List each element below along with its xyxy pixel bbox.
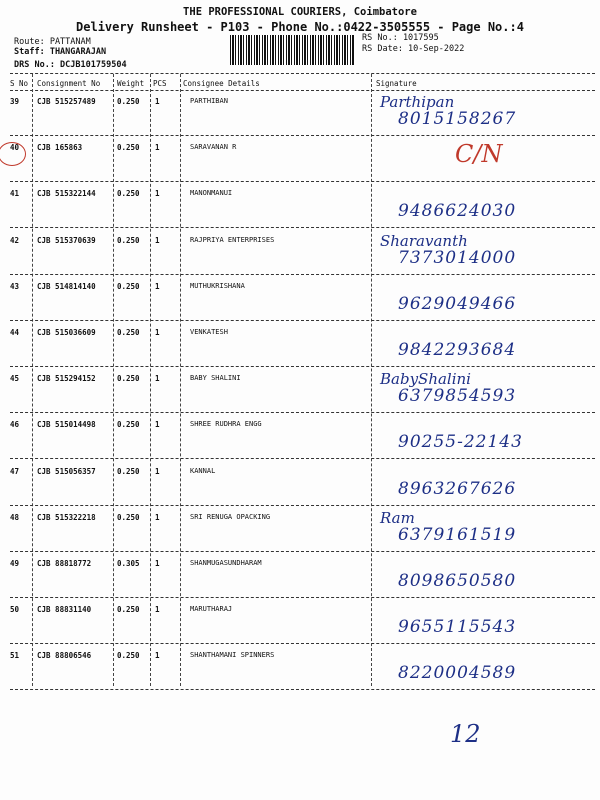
signature-phone: 9655115543 [398, 617, 517, 637]
consignee-name: SRI RENUGA OPACKING [190, 513, 271, 521]
consignee-name: SARAVANAN R [190, 143, 237, 151]
consignee-name: KANNAL [190, 467, 216, 475]
header-bottom-divider [10, 90, 595, 91]
col-header-consignment: Consignment No [37, 79, 101, 88]
route-label: Route: PATTANAM [14, 37, 91, 47]
signature-phone: 6379854593 [398, 386, 517, 406]
consignment-number: CJB 88831140 [37, 605, 92, 614]
row-divider [10, 135, 595, 136]
rs-number: RS No.: 1017595 [362, 33, 439, 43]
consignee-name: RAJPRIYA ENTERPRISES [190, 236, 275, 244]
row-sno: 50 [10, 605, 20, 614]
signature-phone: 9629049466 [398, 294, 517, 314]
col-header-weight: Weight [117, 79, 145, 88]
row-sno: 49 [10, 559, 20, 568]
row-sno: 46 [10, 420, 20, 429]
row-sno: 41 [10, 189, 20, 198]
consignment-number: CJB 515322144 [37, 189, 96, 198]
row-divider [10, 505, 595, 506]
pcs-value: 1 [155, 420, 160, 429]
pcs-value: 1 [155, 467, 160, 476]
weight-value: 0.250 [117, 189, 140, 198]
consignment-number: CJB 88806546 [37, 651, 92, 660]
col-header-sno: S No [10, 79, 29, 88]
consignment-number: CJB 515370639 [37, 236, 96, 245]
weight-value: 0.250 [117, 97, 140, 106]
consignment-number: CJB 515294152 [37, 374, 96, 383]
row-sno: 40 [10, 143, 20, 152]
row-sno: 43 [10, 282, 20, 291]
row-divider [10, 274, 595, 275]
pcs-value: 1 [155, 236, 160, 245]
row-sno: 44 [10, 328, 20, 337]
pcs-value: 1 [155, 282, 160, 291]
pcs-value: 1 [155, 513, 160, 522]
weight-value: 0.250 [117, 467, 140, 476]
consignment-number: CJB 88818772 [37, 559, 92, 568]
consignment-number: CJB 515036609 [37, 328, 96, 337]
signature-phone: 9486624030 [398, 201, 517, 221]
consignee-name: MANONMANUI [190, 189, 233, 197]
barcode [230, 35, 355, 65]
row-sno: 48 [10, 513, 20, 522]
signature-phone: 8963267626 [398, 479, 517, 499]
row-sno: 39 [10, 97, 20, 106]
consignee-name: BABY SHALINI [190, 374, 241, 382]
pcs-value: 1 [155, 189, 160, 198]
signature-phone: 8220004589 [398, 663, 517, 683]
rs-date: RS Date: 10-Sep-2022 [362, 44, 465, 54]
row-divider [10, 458, 595, 459]
col-header-signature: Signature [376, 79, 417, 88]
row-sno: 51 [10, 651, 20, 660]
weight-value: 0.250 [117, 605, 140, 614]
signature-name: Parthipan [380, 93, 455, 111]
weight-value: 0.250 [117, 236, 140, 245]
pcs-value: 1 [155, 143, 160, 152]
weight-value: 0.250 [117, 420, 140, 429]
consignment-number: CJB 515257489 [37, 97, 96, 106]
signature-phone: 7373014000 [398, 248, 517, 268]
row-divider [10, 643, 595, 644]
weight-value: 0.250 [117, 513, 140, 522]
consignment-number: CJB 515014498 [37, 420, 96, 429]
signature-phone: 8098650580 [398, 571, 517, 591]
company-title: THE PROFESSIONAL COURIERS, Coimbatore [183, 6, 417, 18]
page-tick-mark: 12 [450, 720, 481, 748]
consignee-name: PARTHIBAN [190, 97, 228, 105]
row-divider [10, 366, 595, 367]
staff-label: Staff: THANGARAJAN [14, 47, 107, 57]
row-divider [10, 320, 595, 321]
runsheet-title: Delivery Runsheet - P103 - Phone No.:0422-3505555 - Page No.:4 [76, 20, 524, 34]
row-sno: 45 [10, 374, 20, 383]
weight-value: 0.250 [117, 328, 140, 337]
weight-value: 0.305 [117, 559, 140, 568]
pcs-value: 1 [155, 97, 160, 106]
col-header-consignee: Consignee Details [183, 79, 260, 88]
drs-number: DRS No.: DCJB101759504 [14, 60, 127, 70]
returned-mark: C/N [455, 140, 503, 168]
pcs-value: 1 [155, 605, 160, 614]
signature-phone: 6379161519 [398, 525, 517, 545]
consignee-name: SHANTHAMANI SPINNERS [190, 651, 275, 659]
header-top-divider [10, 73, 595, 74]
consignee-name: SHANMUGASUNDHARAM [190, 559, 262, 567]
row-divider [10, 181, 595, 182]
consignee-name: VENKATESH [190, 328, 228, 336]
signature-phone: 90255-22143 [398, 432, 523, 452]
consignee-name: MUTHUKRISHANA [190, 282, 245, 290]
consignment-number: CJB 514814140 [37, 282, 96, 291]
row-divider [10, 597, 595, 598]
consignment-number: CJB 515322218 [37, 513, 96, 522]
row-divider [10, 227, 595, 228]
row-divider [10, 412, 595, 413]
col-header-pcs: PCS [153, 79, 167, 88]
pcs-value: 1 [155, 651, 160, 660]
signature-phone: 9842293684 [398, 340, 517, 360]
weight-value: 0.250 [117, 651, 140, 660]
pcs-value: 1 [155, 328, 160, 337]
consignee-name: SHREE RUDHRA ENGG [190, 420, 262, 428]
row-divider [10, 689, 595, 690]
signature-phone: 8015158267 [398, 109, 517, 129]
consignee-name: MARUTHARAJ [190, 605, 233, 613]
weight-value: 0.250 [117, 143, 140, 152]
consignment-number: CJB 515056357 [37, 467, 96, 476]
signature-name: Ram [380, 509, 415, 527]
weight-value: 0.250 [117, 282, 140, 291]
table-row [0, 143, 600, 189]
row-divider [10, 551, 595, 552]
weight-value: 0.250 [117, 374, 140, 383]
consignment-number: CJB 165863 [37, 143, 83, 152]
pcs-value: 1 [155, 374, 160, 383]
signature-name: BabyShalini [380, 370, 471, 388]
row-sno: 42 [10, 236, 20, 245]
signature-name: Sharavanth [380, 232, 468, 250]
row-sno: 47 [10, 467, 20, 476]
pcs-value: 1 [155, 559, 160, 568]
